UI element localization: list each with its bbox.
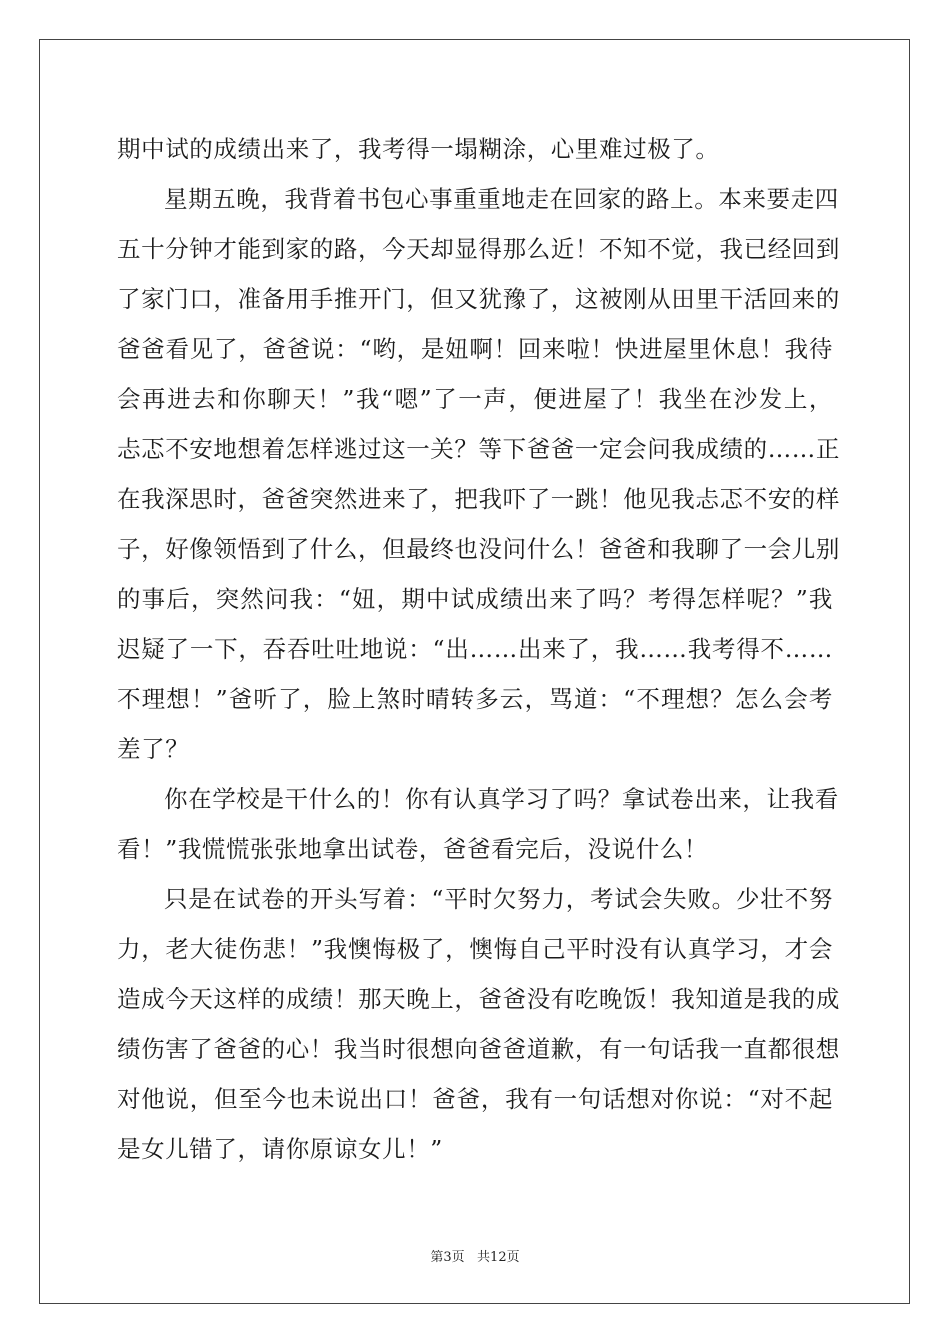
paragraph [117,874,840,1174]
text-line: 只是在试卷的开头写着：“平时欠努力，考试会失败。少壮不努 [164,885,833,913]
text-line: 是女儿错了，请你原谅女儿！” [117,1135,443,1163]
text-line: 你在学校是干什么的！你有认真学习了吗？拿试卷出来，让我看 [164,785,839,813]
document-body [117,124,840,1174]
text-line: 差了？ [117,735,190,763]
text-line: 看！”我慌慌张张地拿出试卷，爸爸看完后，没说什么！ [117,835,709,863]
text-line: 对他说，但至今也未说出口！爸爸，我有一句话想对你说：“对不起 [117,1085,833,1113]
text-line: 子，好像领悟到了什么，但最终也没问什么！爸爸和我聊了一会儿别 [117,535,840,563]
text-line: 爸爸看见了，爸爸说：“哟，是妞啊！回来啦！快进屋里休息！我待 [117,335,833,363]
text-line: 力，老大徒伤悲！”我懊悔极了，懊悔自己平时没有认真学习，才会 [117,935,833,963]
text-line: 的事后，突然问我：“妞，期中试成绩出来了吗？考得怎样呢？”我 [117,585,833,613]
page-number: 第3页 共12页 [430,1250,520,1265]
paragraph [117,124,833,174]
text-line: 迟疑了一下，吞吞吐吐地说：“出……出来了，我……我考得不…… [117,635,833,663]
text-line: 五十分钟才能到家的路，今天却显得那么近！不知不觉，我已经回到 [117,235,840,263]
text-line: 在我深思时，爸爸突然进来了，把我吓了一跳！他见我忐忑不安的样 [117,485,840,513]
paragraph [117,774,839,874]
text-line: 不理想！”爸听了，脸上煞时晴转多云，骂道：“不理想？怎么会考 [117,685,833,713]
paragraph [117,174,840,774]
text-line: 期中试的成绩出来了，我考得一塌糊涂，心里难过极了。 [117,135,720,163]
text-line: 忐忑不安地想着怎样逃过这一关？等下爸爸一定会问我成绩的……正 [117,435,840,463]
text-line: 会再进去和你聊天！”我“嗯”了一声，便进屋了！我坐在沙发上， [117,385,833,413]
text-line: 造成今天这样的成绩！那天晚上，爸爸没有吃晚饭！我知道是我的成 [117,985,840,1013]
text-line: 星期五晚，我背着书包心事重重地走在回家的路上。本来要走四 [164,185,839,213]
text-line: 了家门口，准备用手推开门，但又犹豫了，这被刚从田里干活回来的 [117,285,840,313]
text-line: 绩伤害了爸爸的心！我当时很想向爸爸道歉，有一句话我一直都很想 [117,1035,840,1063]
